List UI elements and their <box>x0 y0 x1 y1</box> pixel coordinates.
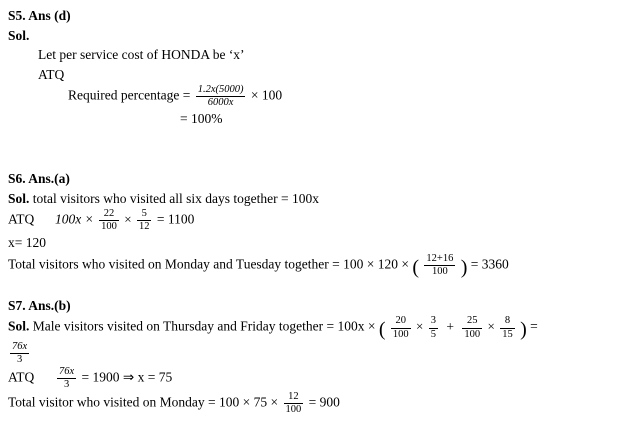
s5-heading: S5. Ans (d) <box>8 8 71 23</box>
s7-last-line-start: Total visitor who visited on Monday = 100 × 75 × <box>8 394 279 410</box>
s5-fraction-numerator: 1.2x(5000) <box>197 84 244 96</box>
s7-sol-label: Sol. <box>8 318 30 334</box>
s6-fraction-2-numerator: 5 <box>141 208 147 220</box>
solution-block-s7 <box>8 296 627 416</box>
s7-fraction-b-denominator: 5 <box>430 328 436 340</box>
s5-required-percentage <box>8 84 627 109</box>
s6-fraction-2-denominator: 12 <box>138 221 150 233</box>
s7-fraction-b-numerator: 3 <box>430 315 436 327</box>
s7-heading: S7. Ans.(b) <box>8 297 71 313</box>
right-paren-icon: ) <box>520 318 527 341</box>
solution-block-s5 <box>8 6 627 129</box>
s6-fraction-1-numerator: 22 <box>103 208 115 220</box>
s6-sol-text: total visitors who visited all six days together = 100x <box>32 190 319 206</box>
s7-wrap-fraction-line <box>8 341 627 366</box>
s5-multiplier: × 100 <box>250 87 283 103</box>
s6-total-line-end: = 3360 <box>470 256 509 272</box>
s5-fraction <box>196 84 246 109</box>
s6-total-line <box>8 253 627 278</box>
s6-sol-line <box>8 189 627 209</box>
s7-wrap-fraction <box>10 341 29 366</box>
s7-last-line-end: = 900 <box>308 394 340 410</box>
s7-fraction-c <box>462 315 482 340</box>
s7-fraction-c-denominator: 100 <box>464 328 481 340</box>
multiply-icon: × <box>416 318 424 334</box>
s6-atq-expr-start: 100x × <box>55 211 94 227</box>
multiply-icon: × <box>124 211 132 227</box>
s7-fraction-d-numerator: 8 <box>504 315 511 327</box>
s7-fraction-d-denominator: 15 <box>502 328 513 340</box>
s7-atq-fraction-denominator: 3 <box>57 378 76 391</box>
s7-atq-line <box>8 366 627 391</box>
s7-sol-text-start: Male visitors visited on Thursday and Friday together = 100x × <box>32 318 376 334</box>
spacer-after-s5 <box>8 129 627 169</box>
solution-block-s6 <box>8 169 627 278</box>
spacer-after-s6 <box>8 278 627 296</box>
s5-line-2: ATQ <box>38 66 65 82</box>
s7-fraction-b <box>429 315 438 340</box>
s7-last-line <box>8 391 627 416</box>
s7-fraction-a <box>391 315 411 340</box>
s6-total-line-start: Total visitors who visited on Monday and Tuesday together = 100 × 120 × <box>8 256 409 272</box>
s7-wrap-fraction-numerator: 76x <box>12 340 28 352</box>
s7-atq-text: = 1900 ⇒ x = 75 <box>81 368 173 384</box>
plus-icon: + <box>446 318 454 334</box>
s6-atq-line <box>8 208 627 233</box>
s6-heading: S6. Ans.(a) <box>8 170 70 186</box>
s6-fraction-1-denominator: 100 <box>101 221 117 233</box>
s7-sol-line <box>8 315 627 340</box>
left-paren-icon: ( <box>378 318 386 341</box>
s7-fraction-a-numerator: 20 <box>395 315 406 327</box>
s7-atq-fraction <box>57 366 76 391</box>
s5-sol-label: Sol. <box>8 27 30 43</box>
s6-fraction-3-denominator: 100 <box>424 265 455 278</box>
s6-x-value: x= 120 <box>8 235 46 251</box>
s6-atq-label: ATQ <box>8 211 35 227</box>
s7-sol-text-end: = <box>530 318 538 334</box>
s5-fraction-denominator: 6000x <box>196 96 246 109</box>
s7-atq-fraction-numerator: 76x <box>59 365 75 377</box>
s7-fraction-c-numerator: 25 <box>466 315 478 327</box>
s7-atq-label: ATQ <box>8 368 35 384</box>
s6-atq-expr-end: = 1100 <box>156 211 195 227</box>
s6-fraction-2 <box>137 208 152 233</box>
s7-fraction-a-denominator: 100 <box>392 328 409 340</box>
s7-fraction-d <box>500 315 515 340</box>
multiply-icon: × <box>487 318 495 334</box>
s7-last-fraction-numerator: 12 <box>288 390 299 402</box>
s5-required-percentage-label: Required percentage = <box>68 87 191 103</box>
s6-fraction-3-numerator: 12+16 <box>426 252 454 264</box>
s7-wrap-fraction-denominator: 3 <box>10 353 29 366</box>
s5-line-1: Let per service cost of HONDA be ‘x’ <box>38 47 245 63</box>
left-paren-icon: ( <box>412 256 420 279</box>
s6-sol-label: Sol. <box>8 190 30 206</box>
s5-result: = 100% <box>180 111 223 127</box>
s6-fraction-3 <box>424 253 455 278</box>
s7-last-fraction-denominator: 100 <box>285 403 302 415</box>
right-paren-icon: ) <box>460 256 468 279</box>
s7-last-fraction <box>284 391 304 416</box>
s6-fraction-1 <box>99 208 119 233</box>
